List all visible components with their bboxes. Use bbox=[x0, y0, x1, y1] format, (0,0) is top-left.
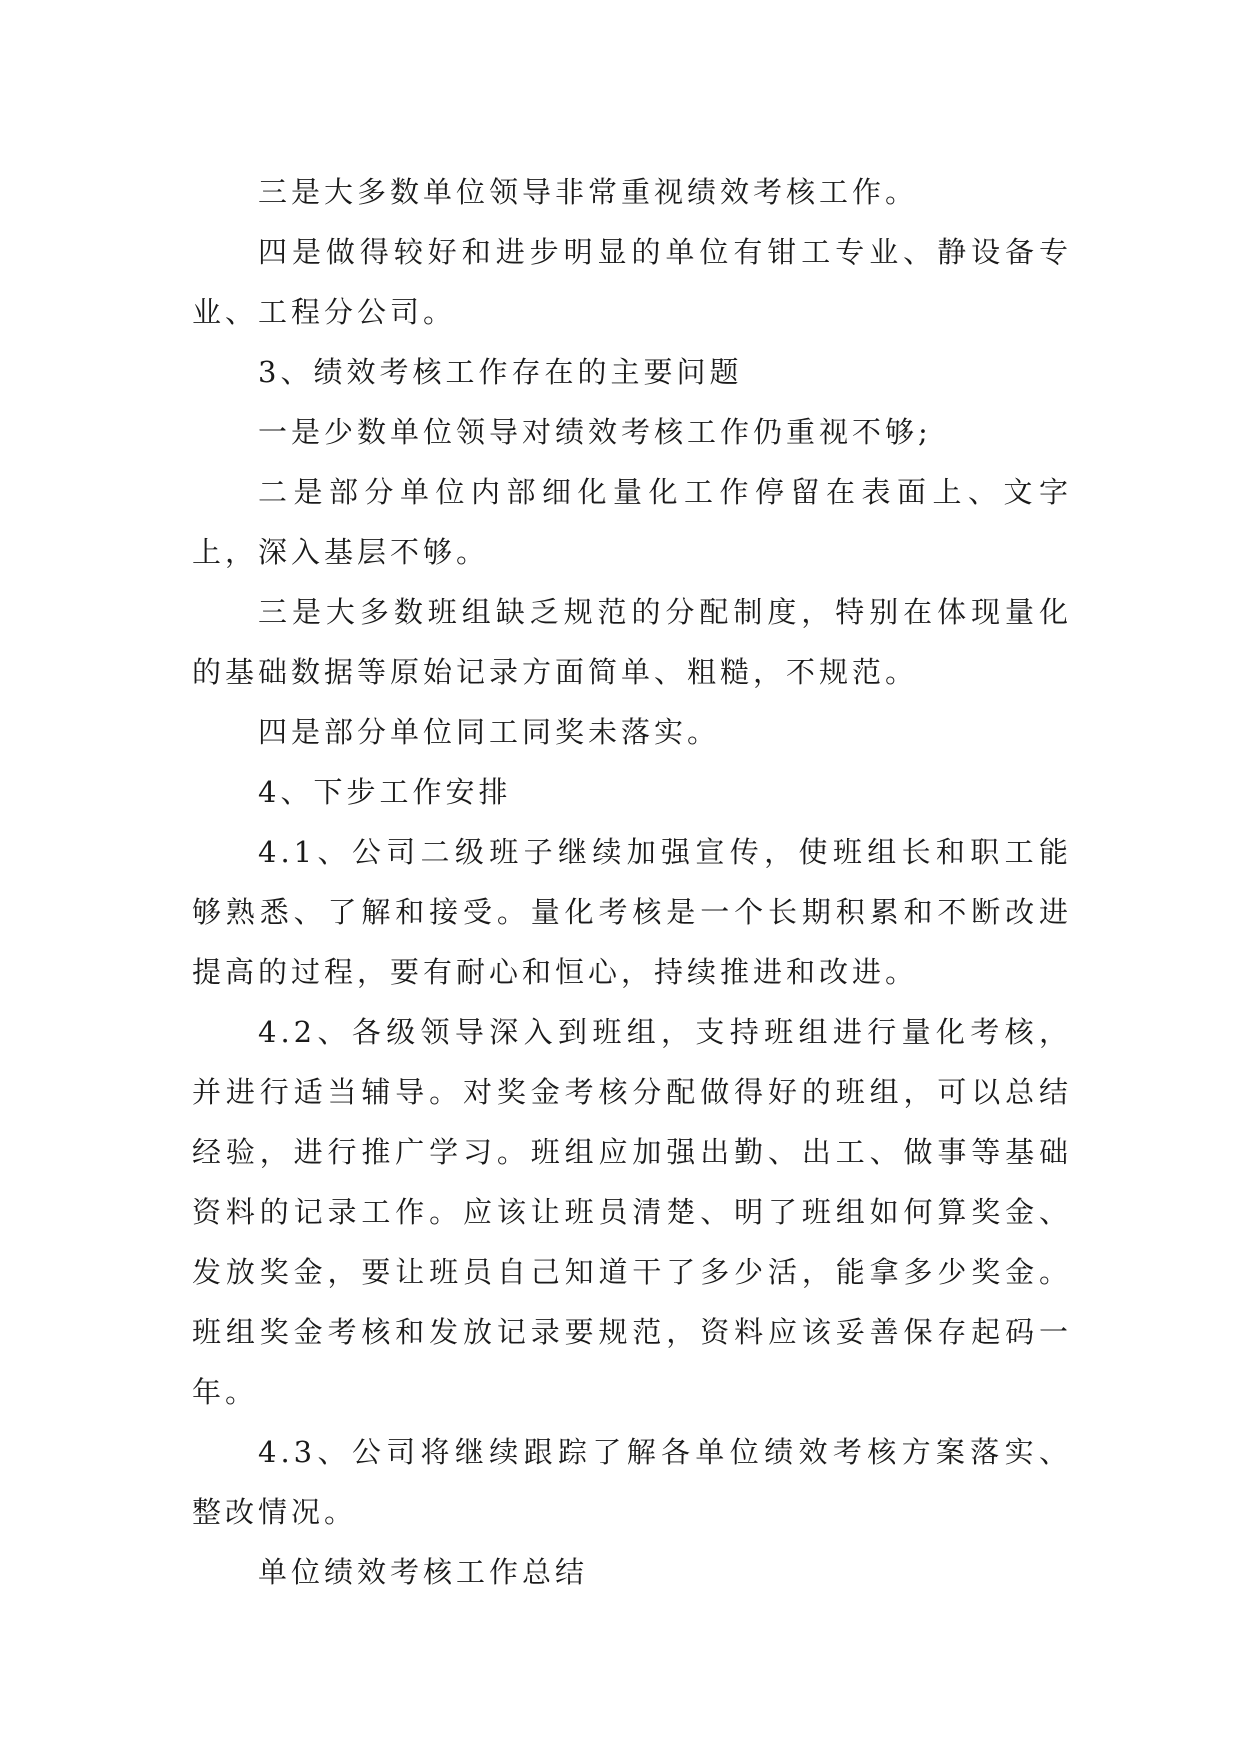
section-heading-problems: 3、绩效考核工作存在的主要问题 bbox=[258, 355, 743, 389]
paragraph-step-4-2: 4.2、各级领导深入到班组，支持班组进行量化考核，并进行适当辅导。对奖金考核分配做得好的班组，可以总结经验，进行推广学习。班组应加强出勤、出工、做事等基础资料的记录工作。应该让班员清楚、明了班组如何算奖金、发放奖金，要让班员自己知道干了多少活，能拿多少奖金。班组奖金考核和发放记录要规范，资料应该妥善保存起码一年。 bbox=[192, 1015, 1072, 1409]
paragraph-problem-two: 二是部分单位内部细化量化工作停留在表面上、文字上，深入基层不够。 bbox=[192, 475, 1072, 569]
paragraph-point-three-leaders: 三是大多数单位领导非常重视绩效考核工作。 bbox=[258, 175, 919, 209]
paragraph-problem-one: 一是少数单位领导对绩效考核工作仍重视不够; bbox=[258, 415, 932, 449]
paragraph-problem-four: 四是部分单位同工同奖未落实。 bbox=[258, 715, 721, 749]
paragraph-problem-three: 三是大多数班组缺乏规范的分配制度，特别在体现量化的基础数据等原始记录方面简单、粗糙，不规范。 bbox=[192, 595, 1072, 689]
paragraph-step-4-1: 4.1、公司二级班子继续加强宣传，使班组长和职工能够熟悉、了解和接受。量化考核是一个长期积累和不断改进提高的过程，要有耐心和恒心，持续推进和改进。 bbox=[192, 835, 1072, 989]
section-heading-next-steps: 4、下步工作安排 bbox=[258, 775, 512, 809]
paragraph-point-four-units: 四是做得较好和进步明显的单位有钳工专业、静设备专业、工程分公司。 bbox=[192, 235, 1072, 329]
closing-title: 单位绩效考核工作总结 bbox=[258, 1555, 589, 1589]
paragraph-step-4-3: 4.3、公司将继续跟踪了解各单位绩效考核方案落实、整改情况。 bbox=[192, 1435, 1072, 1529]
document-body bbox=[192, 162, 1072, 1602]
